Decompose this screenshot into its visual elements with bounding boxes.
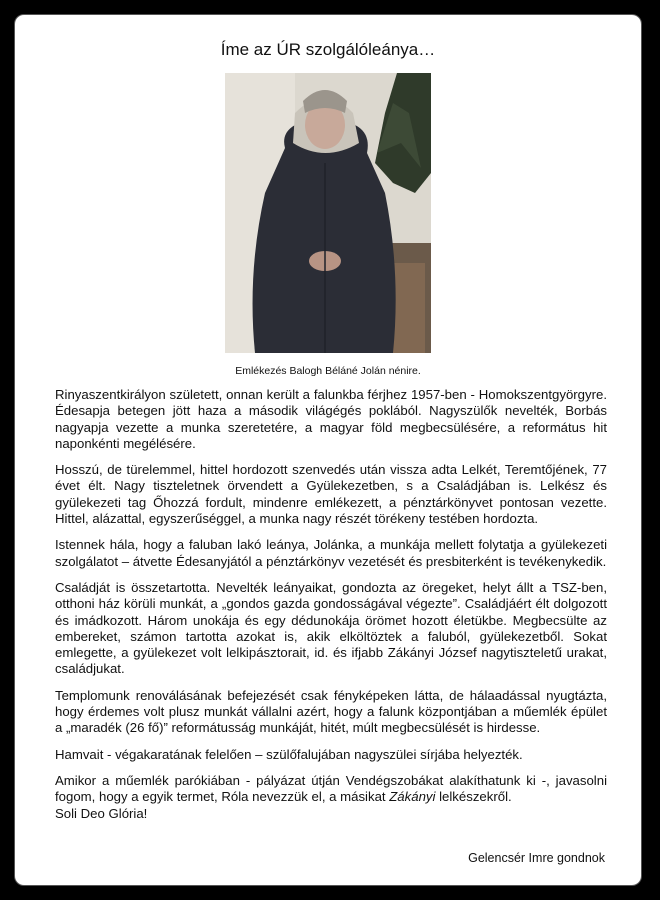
portrait-photo	[225, 73, 431, 353]
photo-caption: Emlékezés Balogh Béláné Jolán nénire.	[235, 365, 421, 377]
signature: Gelencsér Imre gondnok	[468, 851, 605, 865]
closing-line: Soli Deo Glória!	[55, 805, 148, 821]
paragraph-1: Rinyaszentkirályon született, onnan került a falunkba férjhez 1957-ben - Homokszentgyörgyre. Édesapja betegen jött haza a második világégés poklából. Nagyszülők nevelték, Borbás nagyapja vezette a munka szeretetére, a magyar föld megbecsülésére, a református hit naponkénti megélésére.	[55, 387, 607, 451]
portrait-image	[225, 73, 431, 353]
paragraph-2: Hosszú, de türelemmel, hittel hordozott szenvedés után vissza adta Lelkét, Teremtőjének, 77 évet élt. Nagy tiszteletnek örvendett a Gyülekezetben, s a Családjában is. Lelkész és gyülekezeti tag Őhozzá fordult, mindenre emlékezett, a pénztárkönyvet pontosan vezette. Hittel, alázattal, egyszerűséggel, a munka nagy részét törékeny testében hordozta.	[55, 462, 607, 527]
paragraph-6: Hamvait - végakaratának felelően – szülőfalujában nagyszülei sírjába helyezték.	[55, 746, 523, 762]
paragraph-7-italic: Zákányi	[389, 789, 436, 805]
paragraph-7-end: lelkészekről.	[435, 789, 512, 805]
paragraph-3: Istennek hála, hogy a faluban lakó leánya, Jolánka, a munkája mellett folytatja a gyülekezeti szolgálatot – átvette Édesanyjától a pénztárkönyv vezetését és presbiterként is tevékenykedik.	[55, 537, 607, 569]
paragraph-5: Templomunk renoválásának befejezését csak fényképeken látta, de hálaadással nyugtázta, hogy érdemes volt plusz munkát vállalni azért, hogy a falunk központjában a műemlék épület a „maradék (26 fő)” reformátusság munkáját, hitét, múlt megbecsülését is hirdesse.	[55, 687, 607, 736]
article-body	[55, 387, 607, 832]
document-page	[14, 14, 642, 886]
paragraph-7-text: Amikor a műemlék parókiában - pályázat útján Vendégszobákat alakíthatunk ki -, javasolni fogom, hogy a egyik termet, Róla nevezzük el, a másikat	[55, 772, 607, 805]
paragraph-7	[55, 773, 607, 822]
page-title: Íme az ÚR szolgálóleánya…	[220, 40, 436, 59]
paragraph-4: Családját is összetartotta. Nevelték leányaikat, gondozta az öregeket, helyt állt a TSZ-ben, otthoni ház körüli munkát, a „gondos gazda gondosságával végezte”. Családjáért élt dolgozott és imádkozott. Három unokája és egy dédunokája örömet hozott életükbe. Megbecsülte az embereket, számon tartotta azokat is, akik elköltöztek a faluból, gyülekezetből. Sokat emlegette, a gyülekezet volt lelkipásztorait, id. és ifjabb Zákányi József nagytiszteletű urakat, családjukat.	[55, 579, 607, 677]
